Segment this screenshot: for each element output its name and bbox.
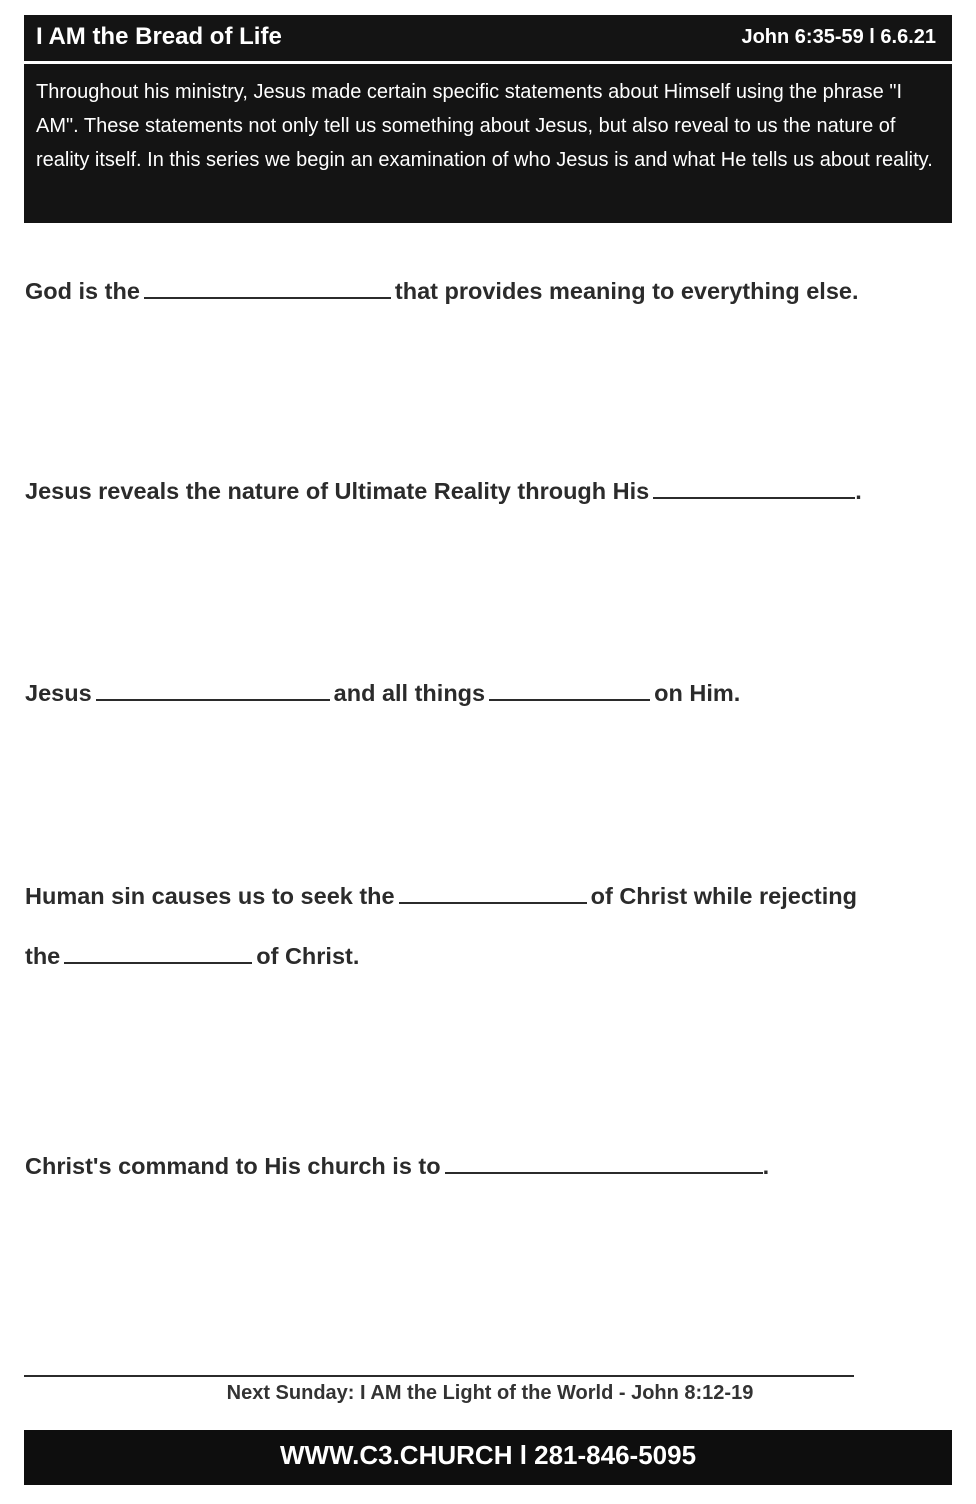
prompt-text: the xyxy=(25,943,61,969)
contact-info: WWW.C3.CHURCH l 281-846-5095 xyxy=(279,1440,697,1470)
prompt-text: of Christ while rejecting xyxy=(590,883,857,909)
prompt-text: Jesus reveals the nature of Ultimate Reality through His xyxy=(25,478,650,504)
prompt-text: on Him. xyxy=(654,680,741,706)
answer-blank[interactable] xyxy=(144,278,391,299)
footer-divider xyxy=(24,1375,854,1377)
next-sunday-note: Next Sunday: I AM the Light of the World - John 8:12-19 xyxy=(226,1382,754,1404)
answer-blank[interactable] xyxy=(653,478,855,499)
prompt-text: Christ's command to His church is to xyxy=(25,1153,441,1179)
answer-blank[interactable] xyxy=(399,883,587,904)
prompt-text: that provides meaning to everything else. xyxy=(394,278,859,304)
fill-in-prompt-5 xyxy=(25,1153,769,1180)
footer-bar xyxy=(24,1430,952,1485)
fill-in-prompt-1 xyxy=(25,278,859,305)
page-title: I AM the Bread of Life xyxy=(36,23,282,50)
prompt-text: Jesus xyxy=(25,680,92,706)
answer-blank[interactable] xyxy=(64,943,252,964)
prompt-text: Human sin causes us to seek the xyxy=(25,883,395,909)
prompt-text: . xyxy=(762,1153,770,1179)
answer-blank[interactable] xyxy=(489,680,650,701)
fill-in-prompt-2 xyxy=(25,478,862,505)
intro-box xyxy=(24,64,952,223)
fill-in-prompt-4-line-2 xyxy=(25,943,359,970)
fill-in-prompt-4-line-1 xyxy=(25,883,857,910)
header-bar xyxy=(24,15,952,61)
scripture-reference: John 6:35-59 l 6.6.21 xyxy=(741,26,936,48)
prompt-text: of Christ. xyxy=(256,943,360,969)
prompt-text: and all things xyxy=(333,680,486,706)
fill-in-prompt-3 xyxy=(25,680,740,707)
intro-text: Throughout his ministry, Jesus made certain specific statements about Himself using the phrase "I AM". These statements not only tell us something about Jesus, but also reveal to us the nature of reality itself. In this series we begin an examination of who Jesus is and what He tells us about reality. xyxy=(36,81,933,171)
prompt-text: . xyxy=(855,478,862,504)
answer-blank[interactable] xyxy=(96,680,330,701)
prompt-text: God is the xyxy=(25,278,140,304)
answer-blank[interactable] xyxy=(445,1153,763,1174)
